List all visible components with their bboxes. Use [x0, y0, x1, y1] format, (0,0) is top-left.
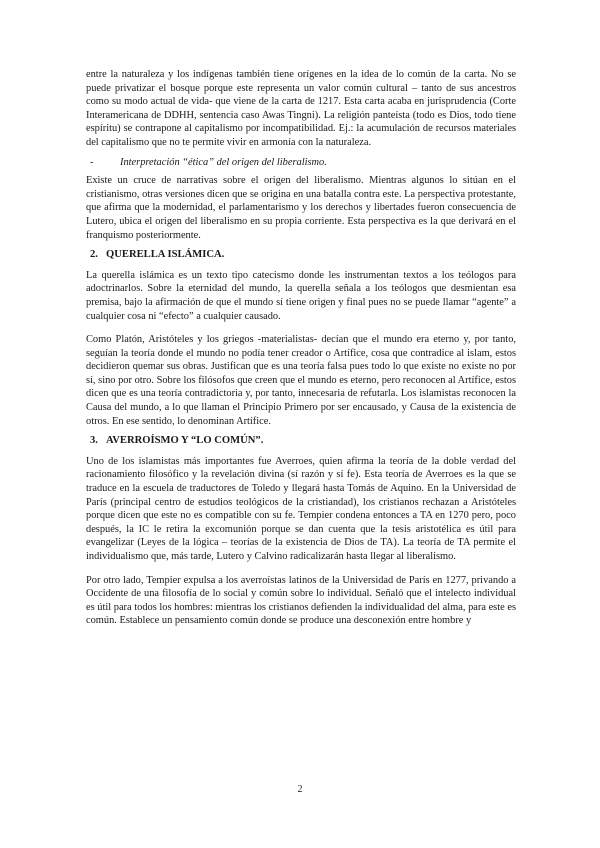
bullet-item-interpretacion-etica [86, 156, 516, 170]
bullet-text: Interpretación “ética” del origen del liberalismo. [120, 156, 327, 168]
section-heading-querella-islamica [86, 248, 516, 262]
bullet-dash: - [90, 156, 94, 168]
section-number: 2. [90, 249, 98, 261]
section-title: AVERROÍSMO Y “LO COMÚN”. [106, 435, 264, 447]
page-number: 2 [297, 784, 303, 795]
section-heading-averroismo [86, 434, 516, 448]
page-body [86, 68, 516, 628]
paragraph-naturaleza: entre la naturaleza y los indígenas también tiene orígenes en la idea de lo común de la carta. No se puede privatizar el bosque porque este representa un valor común cultural – tanto de sus ancestros como su modo actual de vida- que viene de la carta de 1217. Esta carta acaba en jurisprudencia (Corte Interamericana de DDHH, sentencia caso Awas Tingni). La religión panteísta (todo es Dios, todo tiene espíritu) se contrapone al capitalismo por incompatibilidad. Ej.: la acumulación de recursos materiales del capitalismo que no te permite vivir en armonía con la naturaleza. [86, 69, 516, 148]
paragraph-averroes: Uno de los islamistas más importantes fue Averroes, quien afirma la teoría de la doble verdad del racionamiento filosófico y la revelación divina (sí razón y sí fe). Esta teoría de Averroes es la que se traduce en la escuela de traductores de Toledo y llegará hasta Tomás de Aquino. En la Universidad de París (principal centro de estudios teológicos de la cristiandad), los cristianos rechazan a Aristóteles porque dicen que este no es compatible con su fe. Tempier condena entonces a TA en 1270 pero, poco después, la IC le retira la excomunión porque se dan cuenta que la tesis aristotélica es útil para evangelizar (Leyes de la lógica – teorías de la existencia de Dios de TA). La teoría de TA permite el individualismo que, más tarde, Lutero y Calvino radicalizarán hasta llegar al liberalismo. [86, 455, 516, 562]
section-number: 3. [90, 435, 98, 447]
section-title: QUERELLA ISLÁMICA. [106, 249, 225, 261]
paragraph-querella: La querella islámica es un texto tipo catecismo donde les instrumentan textos a los teólogos para adoctrinarlos. Sobre la eternidad del mundo, la querella señala a los teólogos que desmientan esa premisa, bajo la afirmación de que el mundo sí tiene origen y final pues no se puede llamar “agente” a cualquier cosa ni “efecto” a cualquier causado. [86, 269, 516, 322]
paragraph-platon-aristoteles: Como Platón, Aristóteles y los griegos -materialistas- decían que el mundo era eterno y, por tanto, seguían la teoría donde el mundo no podía tener creador o Artífice, cosa que contradice al islam, estos decidieron quemar sus obras. Justifican que es una teoría falsa pues todo lo que existe no existe no por sí, sino por otro. Sobre los filósofos que creen que el mundo es eterno, pero reconocen al Artífice, estos dicen que es una teoría contradictoria y, por tanto, innecesaria de refutarla. Los islamistas reconocen la Causa del mundo, a lo que llaman el Principio Primero por ser encausado, y Causa de la existencia de otros. En ese sentido, lo denominan Artífice. [86, 334, 516, 427]
paragraph-tempier: Por otro lado, Tempier expulsa a los averroístas latinos de la Universidad de París en 1277, privando a Occidente de una filosofía de lo social y común sobre lo individual. Señaló que el intelecto individual es útil para todos los hombres: mientras los cristianos defienden la individualidad del alma, para este es común. Establece un pensamiento común donde se produce una desconexión entre hombre y [86, 574, 516, 627]
paragraph-origen-liberalismo: Existe un cruce de narrativas sobre el origen del liberalismo. Mientras algunos lo sitúan en el cristianismo, otras versiones dicen que se origina en una batalla contra este. La perspectiva protestante, que afirma que la modernidad, el parlamentarismo y los derechos y libertades fueron consecuencia de Lutero, ubica el origen del liberalismo en su propia corriente. Esta perspectiva es la que derivará en el franquismo posteriormente. [86, 175, 516, 241]
